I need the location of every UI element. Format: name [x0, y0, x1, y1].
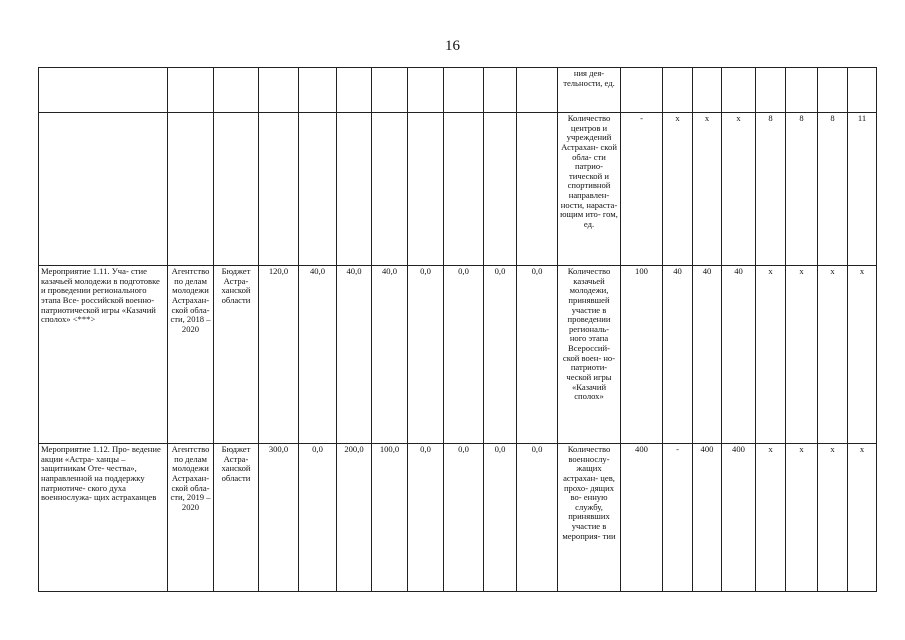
source-cell [214, 113, 259, 266]
budget-cell: 0,0 [484, 266, 517, 444]
budget-cell [408, 68, 444, 113]
value-cell: 400 [693, 444, 722, 592]
value-cell: х [818, 444, 848, 592]
budget-cell [444, 113, 484, 266]
budget-cell [259, 68, 299, 113]
value-cell: х [693, 113, 722, 266]
table-row [39, 113, 877, 266]
budget-cell [337, 68, 372, 113]
value-cell [663, 68, 693, 113]
budget-cell: 0,0 [444, 444, 484, 592]
executor-cell: Агентство по делам молодежи Астрахан- ской обла- сти, 2018 – 2020 [168, 266, 214, 444]
value-cell: х [848, 444, 877, 592]
budget-cell: 300,0 [259, 444, 299, 592]
value-cell: 8 [786, 113, 818, 266]
budget-cell [299, 113, 337, 266]
budget-cell: 0,0 [517, 444, 558, 592]
executor-cell: Агентство по делам молодежи Астрахан- ской обла- сти, 2019 – 2020 [168, 444, 214, 592]
value-cell: 400 [722, 444, 756, 592]
source-cell: Бюджет Астра- ханской области [214, 444, 259, 592]
event-cell: Мероприятие 1.11. Уча- стие казачьей молодежи в подготовке и проведении регионального этапа Все- российской военно- патриотической игры «Казачий сполох» <***> [39, 266, 168, 444]
value-cell: 8 [818, 113, 848, 266]
executor-cell [168, 113, 214, 266]
event-cell: Мероприятие 1.12. Про- ведение акции «Астра- ханцы – защитникам Оте- чества», направленной на поддержку патриотиче- ского духа военнослужа- щих астраханцев [39, 444, 168, 592]
event-cell [39, 68, 168, 113]
budget-cell [484, 68, 517, 113]
value-cell: х [818, 266, 848, 444]
indicator-cell: Количество военнослу- жащих астрахан- цев, прохо- дящих во- енную службу, принявших участие в мероприя- тии [558, 444, 621, 592]
budget-cell: 0,0 [408, 266, 444, 444]
table-row [39, 68, 877, 113]
source-cell: Бюджет Астра- ханской области [214, 266, 259, 444]
table-row [39, 266, 877, 444]
budget-cell [299, 68, 337, 113]
budget-cell: 0,0 [444, 266, 484, 444]
value-cell: 40 [663, 266, 693, 444]
value-cell [693, 68, 722, 113]
source-cell [214, 68, 259, 113]
value-cell: х [786, 444, 818, 592]
event-cell [39, 113, 168, 266]
budget-cell: 0,0 [299, 444, 337, 592]
value-cell: х [848, 266, 877, 444]
budget-cell [444, 68, 484, 113]
value-cell [722, 68, 756, 113]
value-cell [756, 68, 786, 113]
budget-cell [408, 113, 444, 266]
value-cell: х [722, 113, 756, 266]
value-cell: х [756, 444, 786, 592]
indicator-cell: Количество центров и учреждений Астрахан- ской обла- сти патрио- тической и спортивной направлен- ности, нараста- ющим ито- гом, ед. [558, 113, 621, 266]
budget-cell: 40,0 [337, 266, 372, 444]
value-cell [818, 68, 848, 113]
budget-cell [517, 113, 558, 266]
indicator-cell: Количество казачьей молодежи, принявшей участие в проведении региональ- ного этапа Всероссий- ской воен- но- патриоти- ческой игры «Казачий сполох» [558, 266, 621, 444]
budget-cell [484, 113, 517, 266]
executor-cell [168, 68, 214, 113]
page-number: 16 [445, 38, 460, 54]
budget-cell: 0,0 [408, 444, 444, 592]
value-cell: 100 [621, 266, 663, 444]
value-cell [848, 68, 877, 113]
budget-cell: 40,0 [299, 266, 337, 444]
budget-cell: 0,0 [484, 444, 517, 592]
budget-cell: 200,0 [337, 444, 372, 592]
program-table [38, 67, 877, 592]
budget-cell [517, 68, 558, 113]
value-cell: 11 [848, 113, 877, 266]
value-cell: 400 [621, 444, 663, 592]
budget-cell: 100,0 [372, 444, 408, 592]
value-cell: 40 [693, 266, 722, 444]
value-cell: - [663, 444, 693, 592]
budget-cell: 0,0 [517, 266, 558, 444]
budget-cell [372, 113, 408, 266]
value-cell: х [756, 266, 786, 444]
value-cell [786, 68, 818, 113]
value-cell: - [621, 113, 663, 266]
table-row [39, 444, 877, 592]
value-cell: 8 [756, 113, 786, 266]
value-cell: х [663, 113, 693, 266]
indicator-cell: ния дея- тельности, ед. [558, 68, 621, 113]
budget-cell [372, 68, 408, 113]
value-cell [621, 68, 663, 113]
budget-cell [259, 113, 299, 266]
value-cell: х [786, 266, 818, 444]
budget-cell: 40,0 [372, 266, 408, 444]
budget-cell: 120,0 [259, 266, 299, 444]
value-cell: 40 [722, 266, 756, 444]
budget-cell [337, 113, 372, 266]
